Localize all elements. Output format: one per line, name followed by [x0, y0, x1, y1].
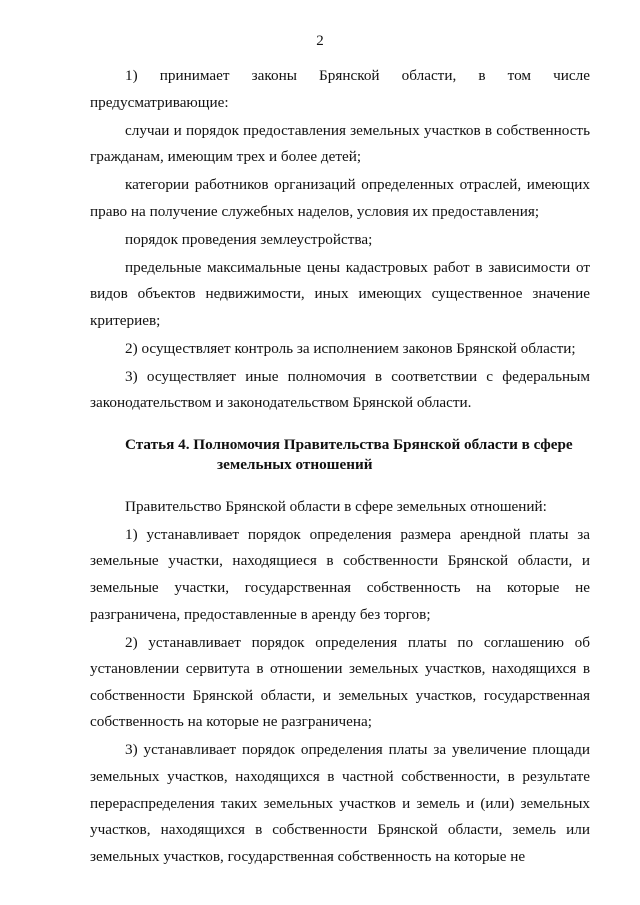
- paragraph: 2) устанавливает порядок определения платы по соглашению об установлении сервитута в отношении земельных участков, находящихся в собственности Брянской области, и земельных участков, государственная собственность на которые не разграничена;: [90, 633, 590, 731]
- paragraph: 3) осуществляет иные полномочия в соответствии с федеральным законодательством и законодательством Брянской области.: [90, 367, 590, 412]
- paragraph: порядок проведения землеустройства;: [125, 230, 373, 248]
- paragraph: Правительство Брянской области в сфере земельных отношений:: [125, 497, 547, 515]
- paragraph: категории работников организаций определенных отраслей, имеющих право на получение служебных наделов, условия их предоставления;: [90, 176, 590, 220]
- document-body: [90, 63, 590, 872]
- paragraph: 2) осуществляет контроль за исполнением законов Брянской области;: [125, 339, 576, 357]
- paragraph: 3) устанавливает порядок определения платы за увеличение площади земельных участков, находящихся в частной собственности, в результате перераспределения таких земельных участков и земель и (или) земельных участков, находящихся в собственности Брянской области, земель или земельных участков, государственная собственность на которые не: [90, 741, 590, 865]
- article-heading-line1: Статья 4. Полномочия Правительства Брянской области в сфере: [125, 436, 573, 454]
- paragraph: 1) принимает законы Брянской области, в том числе предусматривающие:: [90, 67, 590, 111]
- article-heading-line2: земельных отношений: [217, 456, 373, 474]
- paragraph: 1) устанавливает порядок определения размера арендной платы за земельные участки, находящиеся в собственности Брянской области, и земельные участки, государственная собственность на которые не разграничена, предоставленные в аренду без торгов;: [90, 525, 590, 623]
- paragraph: предельные максимальные цены кадастровых работ в зависимости от видов объектов недвижимости, иных имеющих существенное значение критериев;: [90, 258, 590, 329]
- page-number: 2: [316, 33, 324, 49]
- article-heading: [90, 418, 590, 492]
- paragraph: случаи и порядок предоставления земельных участков в собственность гражданам, имеющим трех и более детей;: [90, 121, 590, 166]
